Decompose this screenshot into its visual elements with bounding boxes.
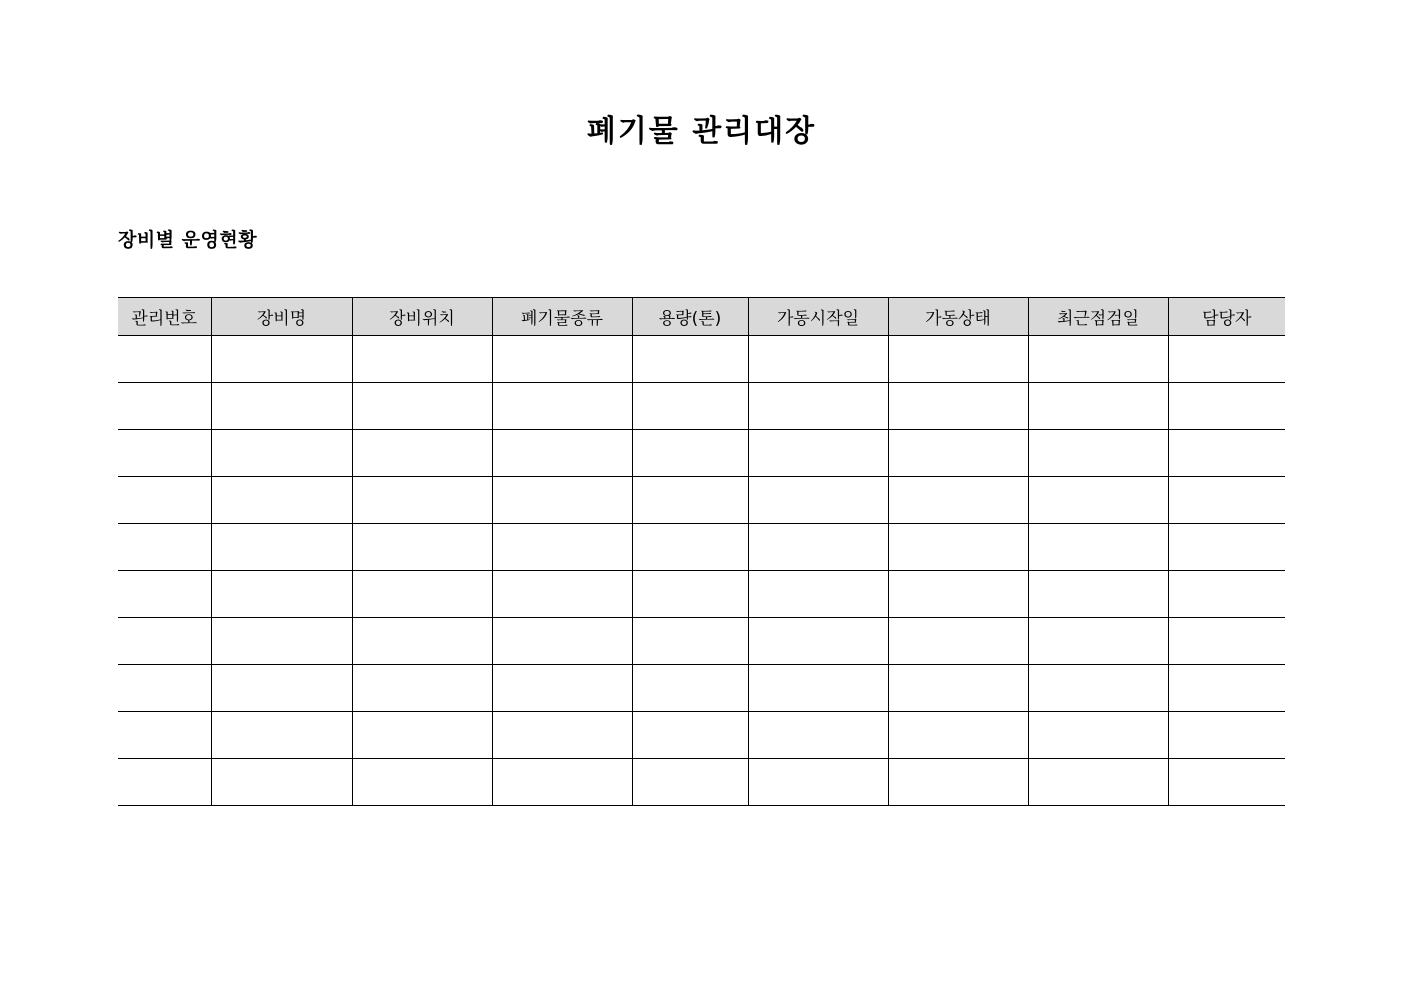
table-row [118, 571, 1285, 618]
table-row [118, 383, 1285, 430]
table-cell[interactable] [888, 759, 1028, 806]
table-cell[interactable] [632, 571, 748, 618]
table-cell[interactable] [1028, 665, 1168, 712]
table-cell[interactable] [632, 712, 748, 759]
table-cell[interactable] [748, 712, 888, 759]
column-header-operation-status: 가동상태 [888, 298, 1028, 336]
table-cell[interactable] [632, 336, 748, 383]
table-body [118, 336, 1285, 806]
table-cell[interactable] [118, 336, 211, 383]
table-cell[interactable] [888, 665, 1028, 712]
table-cell[interactable] [118, 665, 211, 712]
table-cell[interactable] [632, 383, 748, 430]
table-cell[interactable] [352, 336, 492, 383]
table-row [118, 712, 1285, 759]
table-cell[interactable] [211, 618, 352, 665]
table-cell[interactable] [888, 336, 1028, 383]
section-title: 장비별 운영현황 [118, 229, 258, 251]
table-cell[interactable] [492, 524, 632, 571]
table-cell[interactable] [492, 618, 632, 665]
table-cell[interactable] [352, 712, 492, 759]
table-cell[interactable] [632, 477, 748, 524]
table-cell[interactable] [352, 618, 492, 665]
table-cell[interactable] [1028, 430, 1168, 477]
table-cell[interactable] [748, 571, 888, 618]
table-cell[interactable] [888, 430, 1028, 477]
table-cell[interactable] [1168, 665, 1285, 712]
table-cell[interactable] [1028, 759, 1168, 806]
table-cell[interactable] [492, 477, 632, 524]
table-cell[interactable] [118, 571, 211, 618]
table-cell[interactable] [492, 665, 632, 712]
table-cell[interactable] [352, 477, 492, 524]
table-cell[interactable] [748, 665, 888, 712]
table-cell[interactable] [1028, 571, 1168, 618]
column-header-capacity: 용량(톤) [632, 298, 748, 336]
table-cell[interactable] [118, 477, 211, 524]
table-cell[interactable] [211, 571, 352, 618]
table-cell[interactable] [1168, 430, 1285, 477]
table-cell[interactable] [1168, 571, 1285, 618]
table-cell[interactable] [211, 430, 352, 477]
equipment-ledger-table [118, 297, 1285, 806]
table-cell[interactable] [1168, 383, 1285, 430]
table-cell[interactable] [118, 759, 211, 806]
table-cell[interactable] [118, 524, 211, 571]
table-cell[interactable] [888, 477, 1028, 524]
column-header-id: 관리번호 [118, 298, 211, 336]
table-cell[interactable] [1168, 336, 1285, 383]
table-row [118, 336, 1285, 383]
table-row [118, 759, 1285, 806]
table-cell[interactable] [748, 430, 888, 477]
table-cell[interactable] [211, 759, 352, 806]
table-cell[interactable] [1168, 618, 1285, 665]
table-cell[interactable] [632, 524, 748, 571]
table-cell[interactable] [1028, 712, 1168, 759]
table-cell[interactable] [632, 665, 748, 712]
table-cell[interactable] [888, 571, 1028, 618]
table-cell[interactable] [492, 712, 632, 759]
column-header-waste-type: 폐기물종류 [492, 298, 632, 336]
table-cell[interactable] [211, 712, 352, 759]
table-row [118, 618, 1285, 665]
table-cell[interactable] [1028, 618, 1168, 665]
table-row [118, 477, 1285, 524]
table-cell[interactable] [211, 336, 352, 383]
table-cell[interactable] [211, 383, 352, 430]
table-cell[interactable] [211, 477, 352, 524]
table-cell[interactable] [748, 336, 888, 383]
table-cell[interactable] [1168, 759, 1285, 806]
column-header-manager: 담당자 [1168, 298, 1285, 336]
table-row [118, 430, 1285, 477]
column-header-start-date: 가동시작일 [748, 298, 888, 336]
table-cell[interactable] [632, 430, 748, 477]
table-cell[interactable] [1028, 477, 1168, 524]
table-cell[interactable] [352, 571, 492, 618]
table-cell[interactable] [748, 383, 888, 430]
table-cell[interactable] [748, 618, 888, 665]
table-cell[interactable] [1168, 712, 1285, 759]
table-cell[interactable] [492, 336, 632, 383]
table-cell[interactable] [352, 665, 492, 712]
column-header-last-inspection: 최근점검일 [1028, 298, 1168, 336]
table-cell[interactable] [1028, 383, 1168, 430]
table-row [118, 524, 1285, 571]
table-cell[interactable] [1028, 336, 1168, 383]
table-cell[interactable] [211, 524, 352, 571]
table-cell[interactable] [1168, 524, 1285, 571]
table-cell[interactable] [118, 712, 211, 759]
column-header-equipment-location: 장비위치 [352, 298, 492, 336]
table-cell[interactable] [748, 477, 888, 524]
table-cell[interactable] [352, 430, 492, 477]
table-cell[interactable] [352, 759, 492, 806]
table-cell[interactable] [888, 383, 1028, 430]
table-cell[interactable] [352, 524, 492, 571]
table-cell[interactable] [118, 430, 211, 477]
table-cell[interactable] [118, 618, 211, 665]
table-row [118, 665, 1285, 712]
table-cell[interactable] [492, 571, 632, 618]
table-cell[interactable] [1168, 477, 1285, 524]
table-cell[interactable] [748, 524, 888, 571]
table-cell[interactable] [632, 759, 748, 806]
table-cell[interactable] [352, 383, 492, 430]
table-cell[interactable] [492, 430, 632, 477]
table-cell[interactable] [632, 618, 748, 665]
table-cell[interactable] [492, 759, 632, 806]
table-cell[interactable] [888, 618, 1028, 665]
table-cell[interactable] [1028, 524, 1168, 571]
table-cell[interactable] [211, 665, 352, 712]
document-title: 폐기물 관리대장 [586, 114, 817, 149]
table-header-row [118, 298, 1285, 336]
table-cell[interactable] [748, 759, 888, 806]
table-cell[interactable] [888, 712, 1028, 759]
column-header-equipment-name: 장비명 [211, 298, 352, 336]
table-cell[interactable] [492, 383, 632, 430]
table-cell[interactable] [888, 524, 1028, 571]
table-cell[interactable] [118, 383, 211, 430]
